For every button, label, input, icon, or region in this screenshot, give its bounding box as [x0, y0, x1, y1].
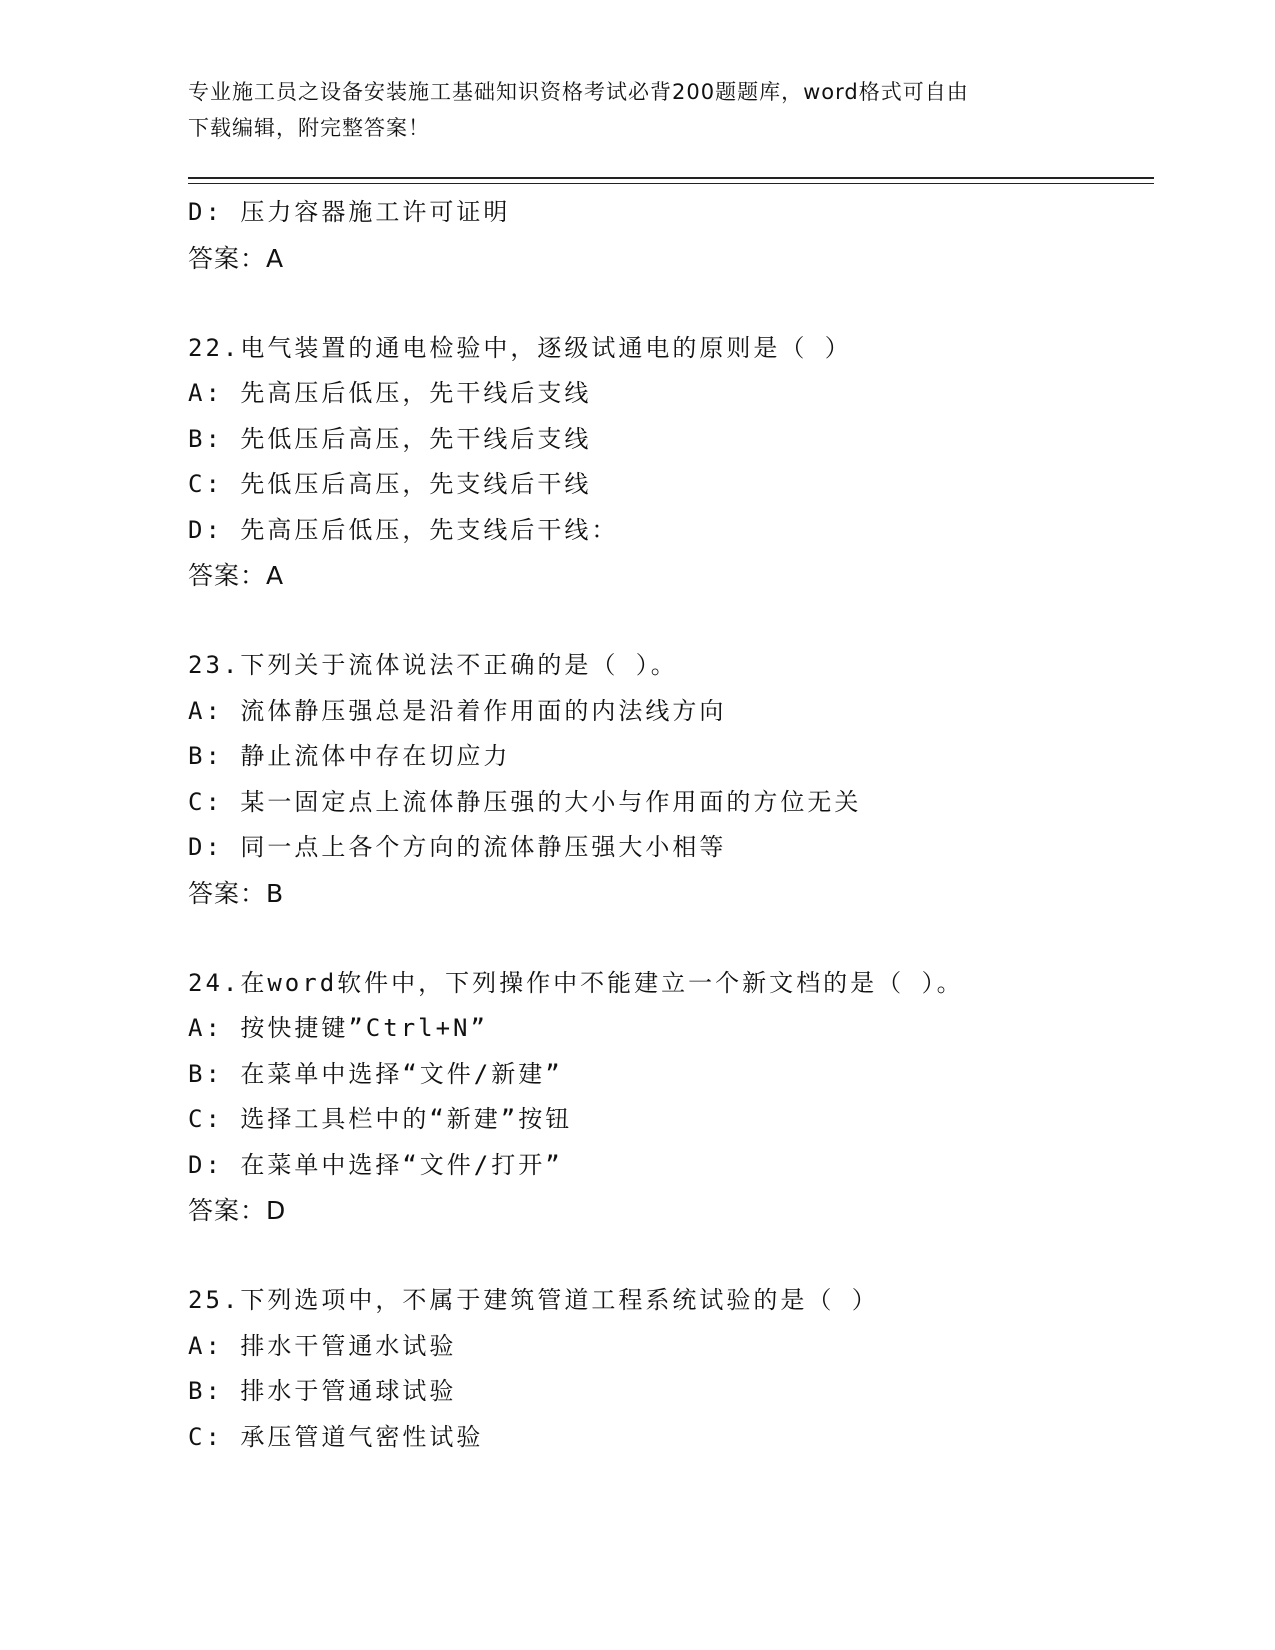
option-d: D: 同一点上各个方向的流体静压强大小相等 [188, 833, 727, 861]
document-header [188, 74, 1088, 146]
option-a: A: 先高压后低压，先干线后支线 [188, 379, 592, 407]
header-rule-thin [188, 183, 1154, 184]
header-rule-thick [188, 177, 1154, 179]
answer-line: 答案：B [188, 878, 285, 908]
answer-line: 答案：D [188, 1196, 287, 1225]
previous-question-fragment [188, 190, 1148, 282]
option-c: C: 选择工具栏中的“新建”按钮 [188, 1105, 573, 1133]
answer-line: 答案：A [188, 561, 285, 590]
question-stem: 22.电气装置的通电检验中，逐级试通电的原则是（ ） [188, 333, 852, 362]
header-title-line-1: 专业施工员之设备安装施工基础知识资格考试必背200题题库，word格式可自由 [188, 80, 969, 104]
option-b: B: 先低压后高压，先干线后支线 [188, 424, 592, 453]
question-stem: 23.下列关于流体说法不正确的是（ ）。 [188, 651, 678, 679]
question-23 [188, 643, 1148, 917]
question-24 [188, 961, 1148, 1235]
option-d: D: 压力容器施工许可证明 [188, 198, 511, 226]
option-c: C: 承压管道气密性试验 [188, 1422, 484, 1451]
option-d: D: 先高压后低压，先支线后干线： [188, 515, 619, 544]
header-title-line-2: 下载编辑，附完整答案！ [188, 116, 430, 140]
option-a: A: 按快捷键”Ctrl+N” [188, 1014, 488, 1042]
option-b: B: 静止流体中存在切应力 [188, 742, 511, 770]
question-stem: 25.下列选项中，不属于建筑管道工程系统试验的是（ ） [188, 1286, 879, 1314]
option-a: A: 排水干管通水试验 [188, 1331, 457, 1360]
option-b: B: 在菜单中选择“文件/新建” [188, 1059, 563, 1088]
option-d: D: 在菜单中选择“文件/打开” [188, 1150, 563, 1179]
question-stem: 24.在word软件中，下列操作中不能建立一个新文档的是（ ）。 [188, 968, 964, 997]
option-a: A: 流体静压强总是沿着作用面的内法线方向 [188, 696, 727, 725]
option-b: B: 排水于管通球试验 [188, 1377, 457, 1405]
question-list [188, 190, 1148, 1504]
answer-line: 答案：A [188, 243, 285, 273]
question-22 [188, 326, 1148, 600]
question-25 [188, 1278, 1148, 1460]
option-c: C: 先低压后高压，先支线后干线 [188, 470, 592, 498]
option-c: C: 某一固定点上流体静压强的大小与作用面的方位无关 [188, 787, 862, 816]
